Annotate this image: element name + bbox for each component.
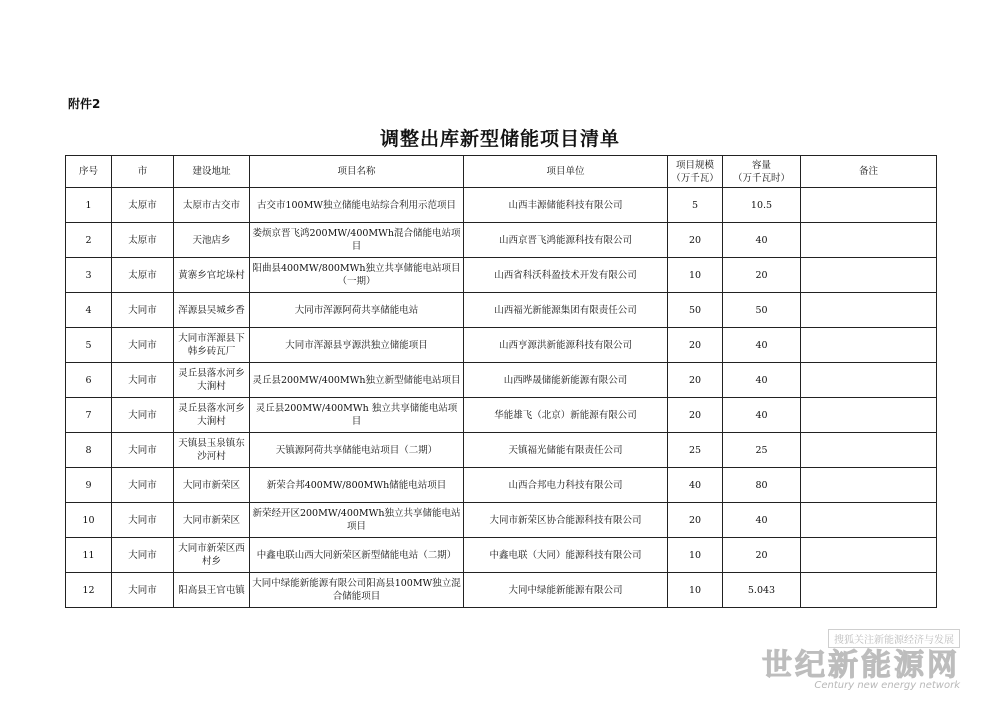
cell-city: 大同市 — [112, 363, 174, 398]
cell-index: 9 — [66, 468, 112, 503]
cell-address: 阳高县王官屯镇 — [174, 573, 250, 608]
cell-scale: 25 — [668, 433, 723, 468]
cell-capacity: 5.043 — [723, 573, 801, 608]
cell-project-unit: 华能雄飞（北京）新能源有限公司 — [464, 398, 668, 433]
cell-project-name: 新荣合邦400MW/800MWh储能电站项目 — [250, 468, 464, 503]
cell-capacity: 20 — [723, 538, 801, 573]
cell-scale: 20 — [668, 328, 723, 363]
table-row — [66, 258, 937, 293]
table-row — [66, 433, 937, 468]
project-table — [65, 155, 937, 608]
cell-remarks — [801, 363, 937, 398]
cell-address: 大同市新荣区 — [174, 468, 250, 503]
header-address: 建设地址 — [174, 156, 250, 188]
cell-project-unit: 山西合邦电力科技有限公司 — [464, 468, 668, 503]
cell-capacity: 40 — [723, 503, 801, 538]
table-row — [66, 503, 937, 538]
cell-scale: 10 — [668, 538, 723, 573]
cell-address: 大同市新荣区西村乡 — [174, 538, 250, 573]
header-index: 序号 — [66, 156, 112, 188]
table-row — [66, 328, 937, 363]
cell-scale: 10 — [668, 258, 723, 293]
cell-address: 大同市浑源县下韩乡砖瓦厂 — [174, 328, 250, 363]
cell-index: 3 — [66, 258, 112, 293]
cell-project-unit: 天镇福光储能有限责任公司 — [464, 433, 668, 468]
cell-project-name: 阳曲县400MW/800MWh独立共享储能电站项目（一期） — [250, 258, 464, 293]
cell-project-unit: 山西晔晟储能新能源有限公司 — [464, 363, 668, 398]
cell-city: 大同市 — [112, 503, 174, 538]
cell-address: 大同市新荣区 — [174, 503, 250, 538]
cell-project-unit: 山西京晋飞鸿能源科技有限公司 — [464, 223, 668, 258]
header-remarks: 备注 — [801, 156, 937, 188]
cell-project-unit: 大同中绿能新能源有限公司 — [464, 573, 668, 608]
cell-city: 大同市 — [112, 293, 174, 328]
cell-remarks — [801, 293, 937, 328]
cell-project-unit: 山西亨源洪新能源科技有限公司 — [464, 328, 668, 363]
cell-city: 太原市 — [112, 188, 174, 223]
cell-address: 灵丘县落水河乡大涧村 — [174, 363, 250, 398]
cell-project-name: 灵丘县200MW/400MWh独立新型储能电站项目 — [250, 363, 464, 398]
cell-capacity: 40 — [723, 328, 801, 363]
cell-index: 7 — [66, 398, 112, 433]
cell-project-unit: 中鑫电联（大同）能源科技有限公司 — [464, 538, 668, 573]
cell-city: 大同市 — [112, 573, 174, 608]
cell-address: 太原市古交市 — [174, 188, 250, 223]
cell-project-name: 大同市浑源县亨源洪独立储能项目 — [250, 328, 464, 363]
watermark-tagline: 搜狐关注新能源经济与发展 — [828, 629, 960, 648]
cell-project-name: 中鑫电联山西大同新荣区新型储能电站（二期） — [250, 538, 464, 573]
cell-capacity: 80 — [723, 468, 801, 503]
cell-capacity: 25 — [723, 433, 801, 468]
cell-scale: 10 — [668, 573, 723, 608]
cell-capacity: 50 — [723, 293, 801, 328]
cell-index: 4 — [66, 293, 112, 328]
cell-index: 5 — [66, 328, 112, 363]
cell-city: 大同市 — [112, 398, 174, 433]
cell-scale: 20 — [668, 223, 723, 258]
cell-remarks — [801, 503, 937, 538]
cell-city: 大同市 — [112, 538, 174, 573]
cell-remarks — [801, 573, 937, 608]
cell-address: 天池店乡 — [174, 223, 250, 258]
cell-capacity: 10.5 — [723, 188, 801, 223]
watermark-english: Century new energy network — [814, 680, 960, 691]
table-row — [66, 468, 937, 503]
cell-project-name: 灵丘县200MW/400MWh 独立共享储能电站项目 — [250, 398, 464, 433]
table-row — [66, 398, 937, 433]
cell-index: 10 — [66, 503, 112, 538]
cell-scale: 20 — [668, 503, 723, 538]
cell-project-name: 新荣经开区200MW/400MWh独立共享储能电站项目 — [250, 503, 464, 538]
header-project-unit: 项目单位 — [464, 156, 668, 188]
cell-index: 11 — [66, 538, 112, 573]
cell-remarks — [801, 223, 937, 258]
cell-index: 2 — [66, 223, 112, 258]
header-capacity: 容量 （万千瓦时） — [723, 156, 801, 188]
cell-scale: 50 — [668, 293, 723, 328]
table-row — [66, 538, 937, 573]
cell-scale: 20 — [668, 363, 723, 398]
cell-remarks — [801, 398, 937, 433]
cell-address: 灵丘县落水河乡大涧村 — [174, 398, 250, 433]
cell-capacity: 40 — [723, 363, 801, 398]
cell-scale: 5 — [668, 188, 723, 223]
table-row — [66, 363, 937, 398]
cell-index: 8 — [66, 433, 112, 468]
header-project-name: 项目名称 — [250, 156, 464, 188]
document-title: 调整出库新型储能项目清单 — [379, 128, 620, 150]
cell-city: 太原市 — [112, 258, 174, 293]
cell-remarks — [801, 538, 937, 573]
cell-city: 太原市 — [112, 223, 174, 258]
cell-index: 6 — [66, 363, 112, 398]
cell-index: 12 — [66, 573, 112, 608]
watermark — [762, 628, 960, 691]
header-city: 市 — [112, 156, 174, 188]
cell-index: 1 — [66, 188, 112, 223]
table-row — [66, 573, 937, 608]
cell-city: 大同市 — [112, 328, 174, 363]
table-row — [66, 293, 937, 328]
cell-remarks — [801, 258, 937, 293]
cell-project-name: 古交市100MW独立储能电站综合利用示范项目 — [250, 188, 464, 223]
cell-remarks — [801, 328, 937, 363]
table-row — [66, 223, 937, 258]
cell-address: 黄寨乡官坨垛村 — [174, 258, 250, 293]
cell-project-unit: 大同市新荣区协合能源科技有限公司 — [464, 503, 668, 538]
table-row — [66, 188, 937, 223]
table-header-row — [66, 156, 937, 188]
cell-capacity: 40 — [723, 223, 801, 258]
cell-project-name: 娄烦京晋飞鸿200MW/400MWh混合储能电站项目 — [250, 223, 464, 258]
cell-project-unit: 山西丰源储能科技有限公司 — [464, 188, 668, 223]
cell-address: 天镇县玉泉镇东沙河村 — [174, 433, 250, 468]
cell-remarks — [801, 468, 937, 503]
cell-scale: 40 — [668, 468, 723, 503]
header-scale: 项目规模 （万千瓦） — [668, 156, 723, 188]
cell-address: 浑源县吴城乡香 — [174, 293, 250, 328]
cell-capacity: 20 — [723, 258, 801, 293]
cell-project-name: 大同市浑源阿荷共享储能电站 — [250, 293, 464, 328]
table-body — [66, 188, 937, 608]
cell-city: 大同市 — [112, 433, 174, 468]
cell-project-name: 大同中绿能新能源有限公司阳高县100MW独立混合储能项目 — [250, 573, 464, 608]
cell-city: 大同市 — [112, 468, 174, 503]
cell-remarks — [801, 188, 937, 223]
cell-project-unit: 山西福光新能源集团有限责任公司 — [464, 293, 668, 328]
watermark-logo-text: 世纪新能源网 — [762, 648, 960, 683]
attachment-label: 附件2 — [68, 97, 101, 111]
cell-remarks — [801, 433, 937, 468]
cell-scale: 20 — [668, 398, 723, 433]
cell-project-name: 天镇源阿荷共享储能电站项目（二期） — [250, 433, 464, 468]
cell-project-unit: 山西省科沃科盈技术开发有限公司 — [464, 258, 668, 293]
cell-capacity: 40 — [723, 398, 801, 433]
